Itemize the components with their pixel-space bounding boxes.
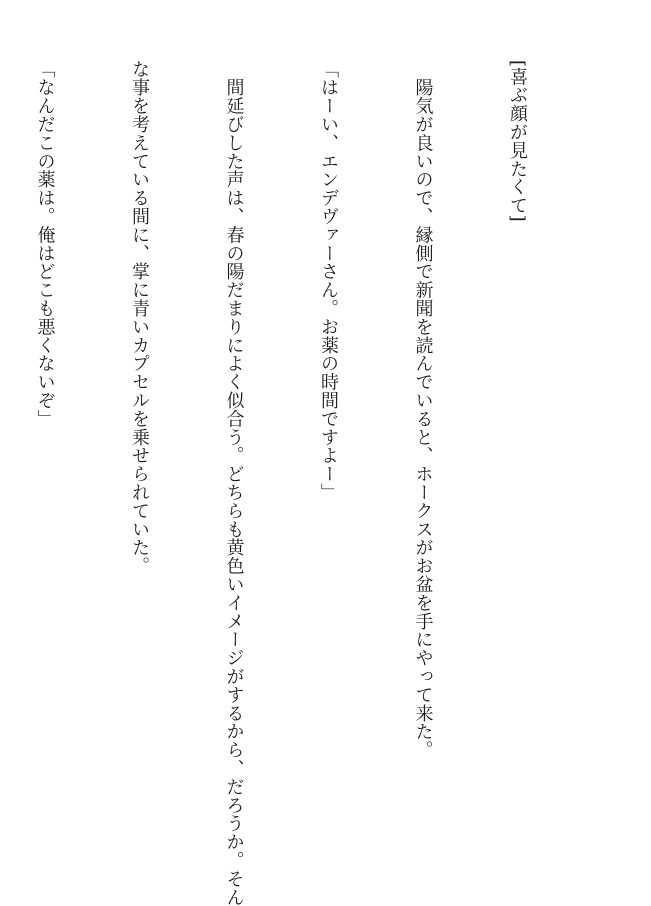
text-line: 陽気が良いので、縁側で新聞を読んでいると、ホークスがお盆を手にやって来た。 xyxy=(412,60,434,760)
text-line: 「はーい、エンデヴァーさん。お薬の時間ですよー」 xyxy=(318,60,339,502)
text-line: な事を考えている間に、掌に青いカプセルを乗せられていた。 xyxy=(129,60,150,576)
vertical-text-body xyxy=(0,60,596,906)
story-title: [喜ぶ顔が見たくて] xyxy=(507,60,528,223)
text-line: 間延びした声は、春の陽だまりによく似合う。どちらも黄色いイメージがするから、だろうか。そん xyxy=(223,60,245,906)
text-line: 「なんだこの薬は。俺はどこも悪くないぞ」 xyxy=(34,60,56,428)
